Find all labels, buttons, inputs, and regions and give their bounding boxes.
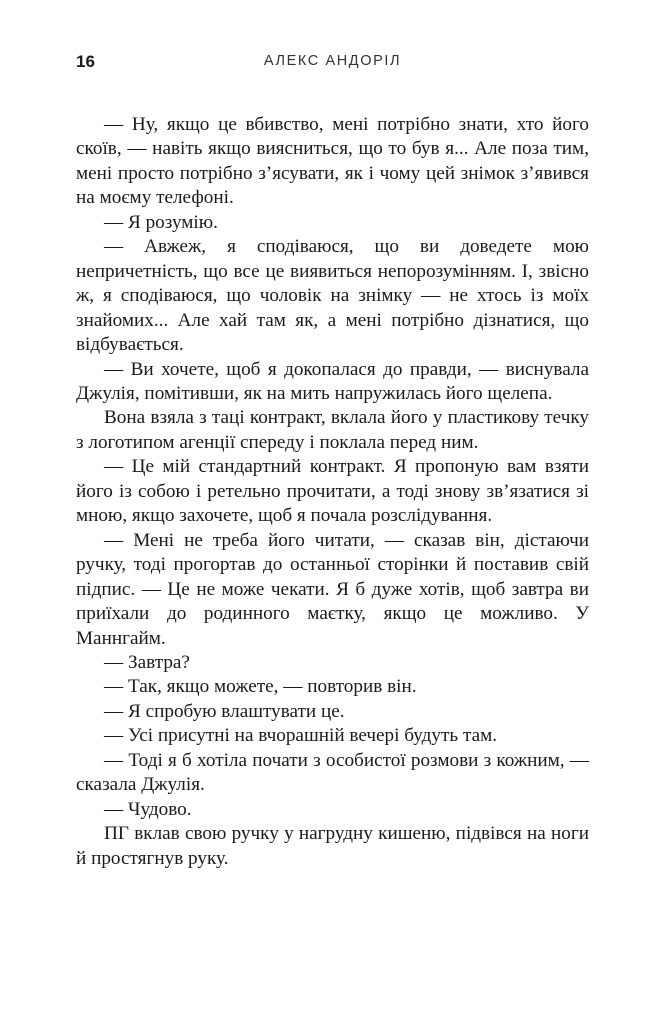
paragraph: — Так, якщо можете, — повторив він. xyxy=(104,676,417,698)
paragraph: — Це мій стандартний контракт. Я пропоную вам взяти його із собою і ретельно прочитати, а тоді знову зв’язатися зі мною, якщо захочете, щоб я почала розслідування. xyxy=(76,456,589,527)
paragraph: — Тоді я б хотіла почати з особистої розмови з кожним, — сказала Джулія. xyxy=(76,749,589,796)
paragraph: ПГ вклав свою ручку у нагрудну кишеню, підвівся на ноги й простягнув руку. xyxy=(76,823,589,869)
paragraph: — Ви хочете, щоб я докопалася до правди, — виснувала Джулія, помітивши, як на мить напружилась його щелепа. xyxy=(76,358,589,404)
paragraph: — Чудово. xyxy=(104,798,192,820)
paragraph: — Усі присутні на вчорашній вечері будуть там. xyxy=(104,725,498,747)
paragraph: — Авжеж, я сподіваюся, що ви доведете мою непричетність, що все це виявиться непорозумінням. І, звісно ж, я сподіваюся, що чоловік на знімку — не хтось із моїх знайомих... Але хай там як, а мені потрібно дізнатися, що відбувається. xyxy=(76,236,589,356)
paragraph: — Я спробую влаштувати це. xyxy=(104,700,345,722)
body-text xyxy=(76,113,589,871)
paragraph: — Я розумію. xyxy=(104,211,218,233)
paragraph: Вона взяла з таці контракт, вклала його у пластикову течку з логотипом агенції спереду і поклала перед ним. xyxy=(76,407,589,453)
paragraph: — Завтра? xyxy=(104,651,190,673)
page-number: 16 xyxy=(76,52,95,71)
paragraph: — Ну, якщо це вбивство, мені потрібно знати, хто його скоїв, — навіть якщо виясниться, що то був я... Але поза тим, мені просто потрібно з’ясувати, як і чому цей знімок з’явився на моєму телефоні. xyxy=(76,114,589,209)
running-head: АЛЕКС АНДОРІЛ xyxy=(263,53,402,69)
paragraph: — Мені не треба його читати, — сказав він, дістаючи ручку, тоді прогортав до останньої сторінки й поставив свій підпис. — Це не може чекати. Я б дуже хотів, щоб завтра ви приїхали до родинного маєтку, якщо це можливо. У Маннгайм. xyxy=(76,529,589,649)
